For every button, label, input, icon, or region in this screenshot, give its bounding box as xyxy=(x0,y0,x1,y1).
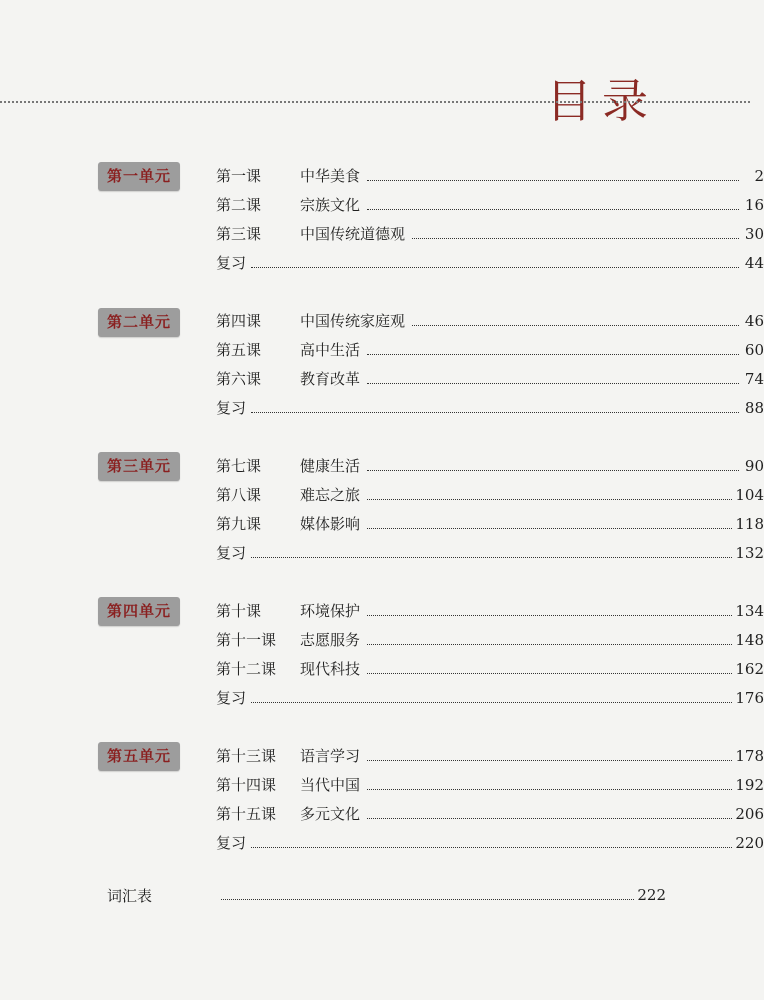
review-label: 复习 xyxy=(216,689,247,707)
dot-leader xyxy=(367,789,732,790)
dot-leader xyxy=(367,470,739,471)
lesson-number: 第十三课 xyxy=(216,747,277,765)
dot-leader xyxy=(251,702,732,703)
toc-entry-lesson-6[interactable] xyxy=(216,364,764,393)
unit-2-badge: 第二单元 xyxy=(98,308,180,337)
lesson-title: 教育改革 xyxy=(300,370,361,388)
toc-entry-lesson-7[interactable] xyxy=(216,451,764,480)
toc-entry-lesson-5[interactable] xyxy=(216,335,764,364)
dot-leader xyxy=(251,557,732,558)
dot-leader xyxy=(367,209,739,210)
lesson-number: 第十一课 xyxy=(216,631,277,649)
toc-entry-lesson-3[interactable] xyxy=(216,219,764,248)
lesson-number: 第七课 xyxy=(216,457,262,475)
review-label: 复习 xyxy=(216,399,247,417)
lesson-number: 第五课 xyxy=(216,341,262,359)
lesson-title: 环境保护 xyxy=(300,602,361,620)
lesson-title: 健康生活 xyxy=(300,457,361,475)
lesson-number: 第一课 xyxy=(216,167,262,185)
page-number: 220 xyxy=(735,833,764,852)
dot-leader xyxy=(367,354,739,355)
lesson-number: 第八课 xyxy=(216,486,262,504)
dot-leader xyxy=(251,847,732,848)
page-number: 60 xyxy=(744,340,764,359)
lesson-title: 当代中国 xyxy=(300,776,361,794)
page-number: 118 xyxy=(735,514,764,533)
unit-4-badge: 第四单元 xyxy=(98,597,180,626)
page-number: 88 xyxy=(744,398,764,417)
page-number: 46 xyxy=(744,311,764,330)
dot-leader xyxy=(251,267,739,268)
toc-entry-review-1[interactable] xyxy=(216,248,764,277)
toc-entry-review-5[interactable] xyxy=(216,828,764,857)
page-number: 74 xyxy=(744,369,764,388)
unit-1-badge: 第一单元 xyxy=(98,162,180,191)
page-number: 30 xyxy=(744,224,764,243)
lesson-title: 媒体影响 xyxy=(300,515,361,533)
dot-leader xyxy=(412,325,739,326)
toc-entry-lesson-14[interactable] xyxy=(216,770,764,799)
lesson-number: 第四课 xyxy=(216,312,262,330)
lesson-title: 高中生活 xyxy=(300,341,361,359)
lesson-title: 中华美食 xyxy=(300,167,361,185)
toc-entry-lesson-1[interactable] xyxy=(216,161,764,190)
dot-leader xyxy=(221,899,634,900)
toc-entry-lesson-8[interactable] xyxy=(216,480,764,509)
page-number: 148 xyxy=(735,630,764,649)
page-number: 104 xyxy=(735,485,764,504)
dot-leader xyxy=(367,383,739,384)
page-number: 16 xyxy=(744,195,764,214)
lesson-number: 第六课 xyxy=(216,370,262,388)
lesson-number: 第九课 xyxy=(216,515,262,533)
dot-leader xyxy=(412,238,739,239)
lesson-title: 中国传统家庭观 xyxy=(300,312,406,330)
lesson-number: 第三课 xyxy=(216,225,262,243)
review-label: 复习 xyxy=(216,834,247,852)
toc-entry-lesson-11[interactable] xyxy=(216,625,764,654)
dot-leader xyxy=(367,615,732,616)
lesson-number: 第十课 xyxy=(216,602,262,620)
lesson-title: 难忘之旅 xyxy=(300,486,361,504)
toc-entry-lesson-12[interactable] xyxy=(216,654,764,683)
title-dotted-rule xyxy=(0,101,750,103)
toc-entry-review-3[interactable] xyxy=(216,538,764,567)
page-number: 132 xyxy=(735,543,764,562)
dot-leader xyxy=(367,760,732,761)
dot-leader xyxy=(251,412,739,413)
page-title: 目录 xyxy=(546,73,658,128)
page-number: 192 xyxy=(735,775,764,794)
toc-entry-lesson-10[interactable] xyxy=(216,596,764,625)
lesson-number: 第十五课 xyxy=(216,805,277,823)
glossary-label: 词汇表 xyxy=(107,887,153,905)
lesson-title: 语言学习 xyxy=(300,747,361,765)
toc-entry-glossary[interactable] xyxy=(218,880,666,909)
lesson-title: 现代科技 xyxy=(300,660,361,678)
page-number: 134 xyxy=(735,601,764,620)
dot-leader xyxy=(367,528,732,529)
toc-entry-lesson-13[interactable] xyxy=(216,741,764,770)
lesson-number: 第十二课 xyxy=(216,660,277,678)
page-number: 222 xyxy=(637,885,666,904)
toc-entry-review-4[interactable] xyxy=(216,683,764,712)
page-number: 206 xyxy=(735,804,764,823)
review-label: 复习 xyxy=(216,544,247,562)
lesson-title: 多元文化 xyxy=(300,805,361,823)
dot-leader xyxy=(367,180,739,181)
page-number: 90 xyxy=(744,456,764,475)
lesson-title: 中国传统道德观 xyxy=(300,225,406,243)
dot-leader xyxy=(367,673,732,674)
unit-5-badge: 第五单元 xyxy=(98,742,180,771)
toc-entry-lesson-4[interactable] xyxy=(216,306,764,335)
lesson-title: 宗族文化 xyxy=(300,196,361,214)
toc-entry-lesson-15[interactable] xyxy=(216,799,764,828)
dot-leader xyxy=(367,499,732,500)
page-number: 2 xyxy=(754,166,764,185)
unit-3-badge: 第三单元 xyxy=(98,452,180,481)
page-number: 162 xyxy=(735,659,764,678)
toc-entry-lesson-9[interactable] xyxy=(216,509,764,538)
toc-entry-lesson-2[interactable] xyxy=(216,190,764,219)
dot-leader xyxy=(367,644,732,645)
page-number: 176 xyxy=(735,688,764,707)
lesson-number: 第二课 xyxy=(216,196,262,214)
review-label: 复习 xyxy=(216,254,247,272)
lesson-number: 第十四课 xyxy=(216,776,277,794)
toc-entry-review-2[interactable] xyxy=(216,393,764,422)
page-number: 44 xyxy=(744,253,764,272)
page-number: 178 xyxy=(735,746,764,765)
lesson-title: 志愿服务 xyxy=(300,631,361,649)
dot-leader xyxy=(367,818,732,819)
